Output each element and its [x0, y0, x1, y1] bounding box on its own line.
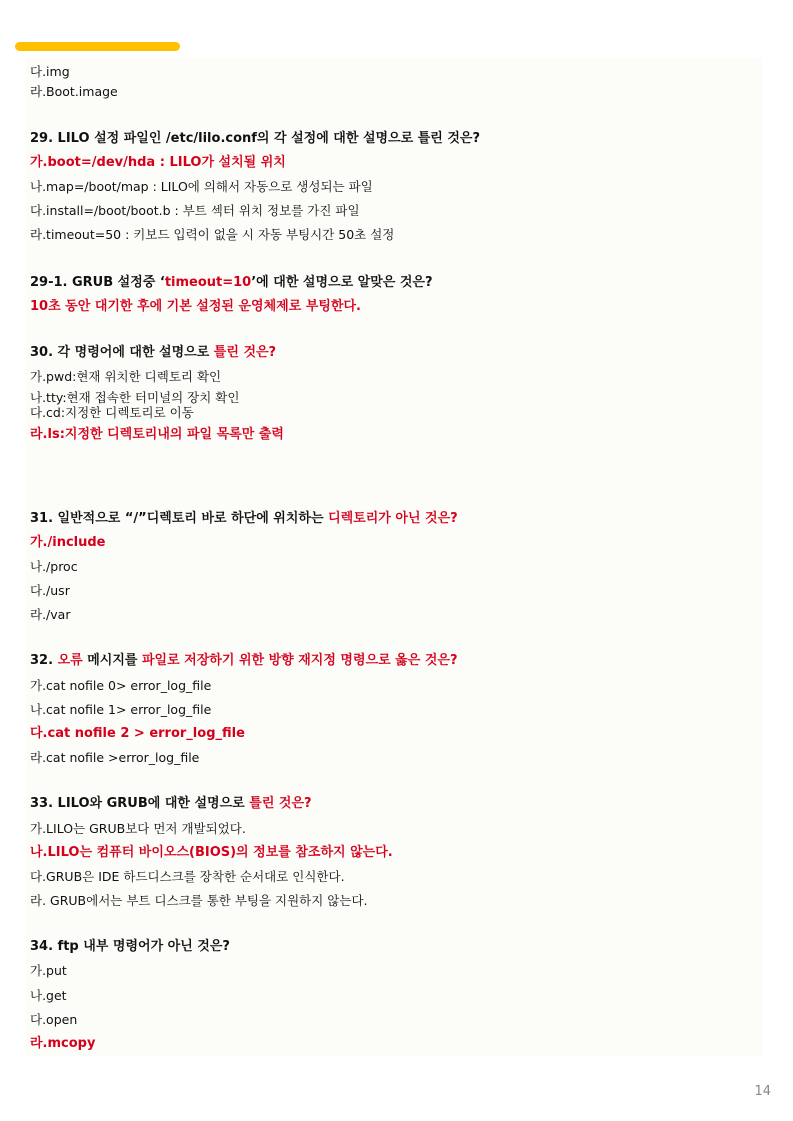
option-line: 나./proc — [30, 559, 78, 574]
option-line: 라./var — [30, 607, 71, 622]
question-32: 32. 오류 메시지를 파일로 저장하기 위한 방향 재지정 명령으로 옳은 것은? — [30, 653, 458, 668]
question-31: 31. 일반적으로 “/”디렉토리 바로 하단에 위치하는 디렉토리가 아닌 것은? — [30, 511, 458, 526]
question-34: 34. ftp 내부 명령어가 아닌 것은? — [30, 939, 230, 954]
header-accent-bar — [15, 42, 180, 51]
correct-answer: 나.LILO는 컴퓨터 바이오스(BIOS)의 정보를 참조하지 않는다. — [30, 845, 393, 860]
option-line: 나.map=/boot/map : LILO에 의해서 자동으로 생성되는 파일 — [30, 179, 373, 194]
option-line: 나.get — [30, 988, 67, 1003]
correct-answer: 10초 동안 대기한 후에 기본 설정된 운영체제로 부팅한다. — [30, 299, 361, 314]
option-line: 다.cd:지정한 디렉토리로 이동 — [30, 405, 194, 420]
question-29: 29. LILO 설정 파일인 /etc/lilo.conf의 각 설정에 대한 설명으로 틀린 것은? — [30, 131, 481, 146]
option-line: 라.cat nofile >error_log_file — [30, 750, 200, 765]
option-line: 다.open — [30, 1012, 78, 1027]
correct-answer: 라.mcopy — [30, 1036, 96, 1051]
option-line: 가.cat nofile 0> error_log_file — [30, 678, 212, 693]
option-line: 라. GRUB에서는 부트 디스크를 통한 부팅을 지원하지 않는다. — [30, 893, 368, 908]
option-line: 나.cat nofile 1> error_log_file — [30, 702, 212, 717]
option-line: 라.timeout=50 : 키보드 입력이 없을 시 자동 부팅시간 50초 설정 — [30, 227, 395, 242]
option-line: 다.install=/boot/boot.b : 부트 섹터 위치 정보를 가진 파일 — [30, 203, 360, 218]
correct-answer: 라.ls:지정한 디렉토리내의 파일 목록만 출력 — [30, 427, 284, 442]
question-29-1: 29-1. GRUB 설정중 ‘timeout=10’에 대한 설명으로 알맞은 것은? — [30, 275, 433, 290]
option-line: 나.tty:현재 접속한 터미널의 장치 확인 — [30, 390, 240, 405]
option-line: 가.pwd:현재 위치한 디렉토리 확인 — [30, 369, 222, 384]
correct-answer: 가./include — [30, 535, 106, 550]
page-number: 14 — [754, 1084, 771, 1099]
option-line: 가.LILO는 GRUB보다 먼저 개발되었다. — [30, 821, 246, 836]
correct-answer: 가.boot=/dev/hda : LILO가 설치될 위치 — [30, 155, 286, 170]
option-line: 다.GRUB은 IDE 하드디스크를 장착한 순서대로 인식한다. — [30, 869, 345, 884]
question-33: 33. LILO와 GRUB에 대한 설명으로 틀린 것은? — [30, 796, 312, 811]
option-line: 다.img — [30, 64, 70, 79]
correct-answer: 다.cat nofile 2 > error_log_file — [30, 726, 245, 741]
option-line: 가.put — [30, 963, 67, 978]
option-line: 다./usr — [30, 583, 70, 598]
question-30: 30. 각 명령어에 대한 설명으로 틀린 것은? — [30, 345, 277, 360]
option-line: 라.Boot.image — [30, 84, 118, 99]
